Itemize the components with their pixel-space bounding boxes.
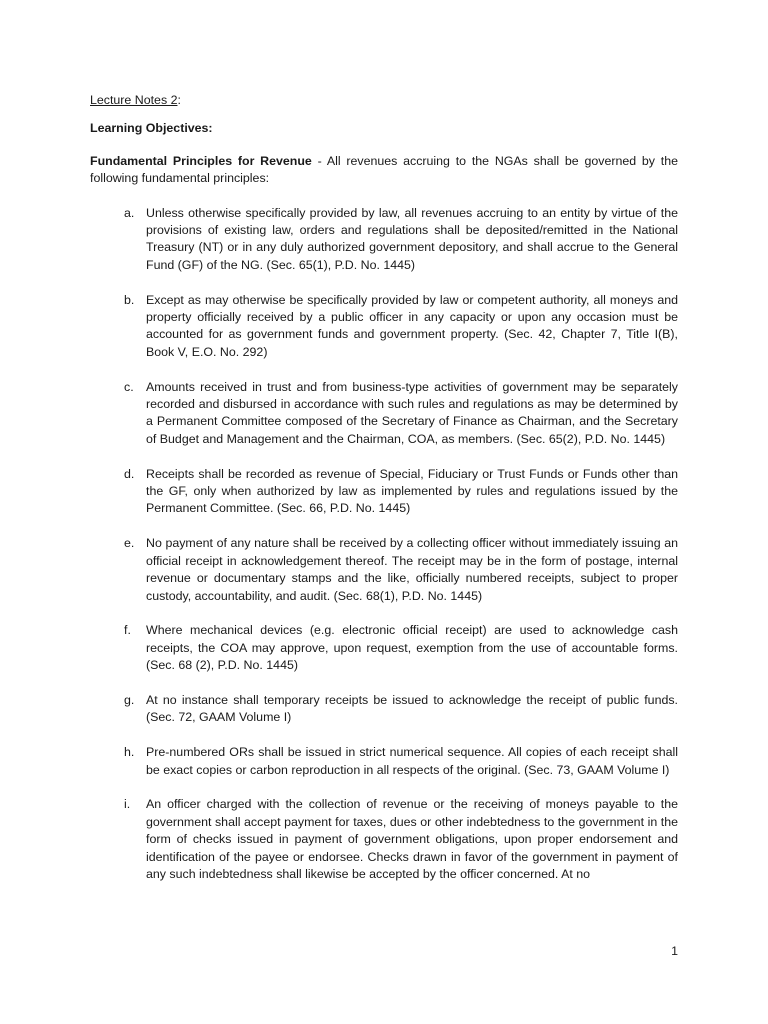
list-item-text: No payment of any nature shall be received by a collecting officer without immediately issuing an official receipt in acknowledgement thereof. The receipt may be in the form of postage, internal revenue or documentary stamps and the like, officially numbered receipts, subject to proper custody, accountability, and audit. (Sec. 68(1), P.D. No. 1445) [146, 536, 678, 603]
list-item [90, 622, 678, 674]
list-item-text: An officer charged with the collection of revenue or the receiving of moneys payable to the government shall accept payment for taxes, dues or other indebtedness to the government in the form of checks issued in payment of government obligations, upon proper endorsement and identification of the payee or endorsee. Checks drawn in favor of the government in payment of any such indebtedness shall likewise be accepted by the officer concerned. At no [146, 797, 678, 881]
intro-text: - All revenues accruing to the NGAs shall be governed by the following fundamental principles: [90, 153, 678, 186]
list-item-text: Except as may otherwise be specifically provided by law or competent authority, all moneys and property officially received by a public officer in any capacity or upon any occasion must be accounted for as government funds and government property. (Sec. 42, Chapter 7, Title I(B), Book V, E.O. No. 292) [146, 292, 678, 359]
list-item [90, 535, 678, 605]
list-item-text: Amounts received in trust and from business-type activities of government may be separately recorded and disbursed in accordance with such rules and regulations as may be determined by a Permanent Committee composed of the Secretary of Finance as Chairman, and the Secretary of Budget and Management and the Chairman, COA, as members. (Sec. 65(2), P.D. No. 1445) [146, 379, 678, 446]
list-item [90, 692, 678, 727]
list-marker: b. [124, 292, 135, 307]
list-item [90, 796, 678, 883]
list-item-text: Receipts shall be recorded as revenue of Special, Fiduciary or Trust Funds or Funds other than the GF, only when authorized by law as implemented by rules and regulations issued by the Permanent Committee. (Sec. 66, P.D. No. 1445) [146, 466, 678, 516]
list-marker: a. [124, 205, 135, 220]
list-marker: h. [124, 745, 135, 760]
list-item [90, 744, 678, 779]
principles-list [90, 205, 678, 884]
intro-paragraph [90, 153, 678, 188]
list-item-text: Where mechanical devices (e.g. electronic official receipt) are used to acknowledge cash receipts, the COA may approve, upon request, exemption from the use of accountable forms. (Sec. 68 (2), P.D. No. 1445) [146, 623, 678, 673]
document-page [90, 92, 678, 901]
lecture-suffix: : [177, 93, 181, 107]
list-item [90, 292, 678, 362]
lecture-title [90, 92, 678, 109]
list-item-text: Unless otherwise specifically provided by law, all revenues accruing to an entity by virtue of the provisions of existing law, orders and regulations shall be deposited/remitted in the National Treasury (NT) or in any duly authorized government depository, and shall accrue to the General Fund (GF) of the NG. (Sec. 65(1), P.D. No. 1445) [146, 205, 678, 272]
intro-bold-title: Fundamental Principles for Revenue [90, 153, 312, 168]
list-marker: d. [124, 466, 135, 481]
list-marker: i. [124, 797, 131, 812]
list-marker: g. [124, 692, 135, 707]
list-marker: f. [124, 623, 131, 638]
objectives-heading: Learning Objectives: [90, 121, 213, 136]
page-number: 1 [671, 944, 678, 958]
list-item-text: Pre-numbered ORs shall be issued in strict numerical sequence. All copies of each receipt shall be exact copies or carbon reproduction in all respects of the original. (Sec. 73, GAAM Volume I) [146, 745, 678, 777]
list-item [90, 205, 678, 275]
list-item-text: At no instance shall temporary receipts be issued to acknowledge the receipt of public funds. (Sec. 72, GAAM Volume I) [146, 692, 678, 725]
list-item [90, 379, 678, 449]
list-item [90, 466, 678, 518]
lecture-label: Lecture Notes 2 [90, 93, 178, 107]
list-marker: e. [124, 536, 135, 551]
list-marker: c. [124, 379, 134, 394]
